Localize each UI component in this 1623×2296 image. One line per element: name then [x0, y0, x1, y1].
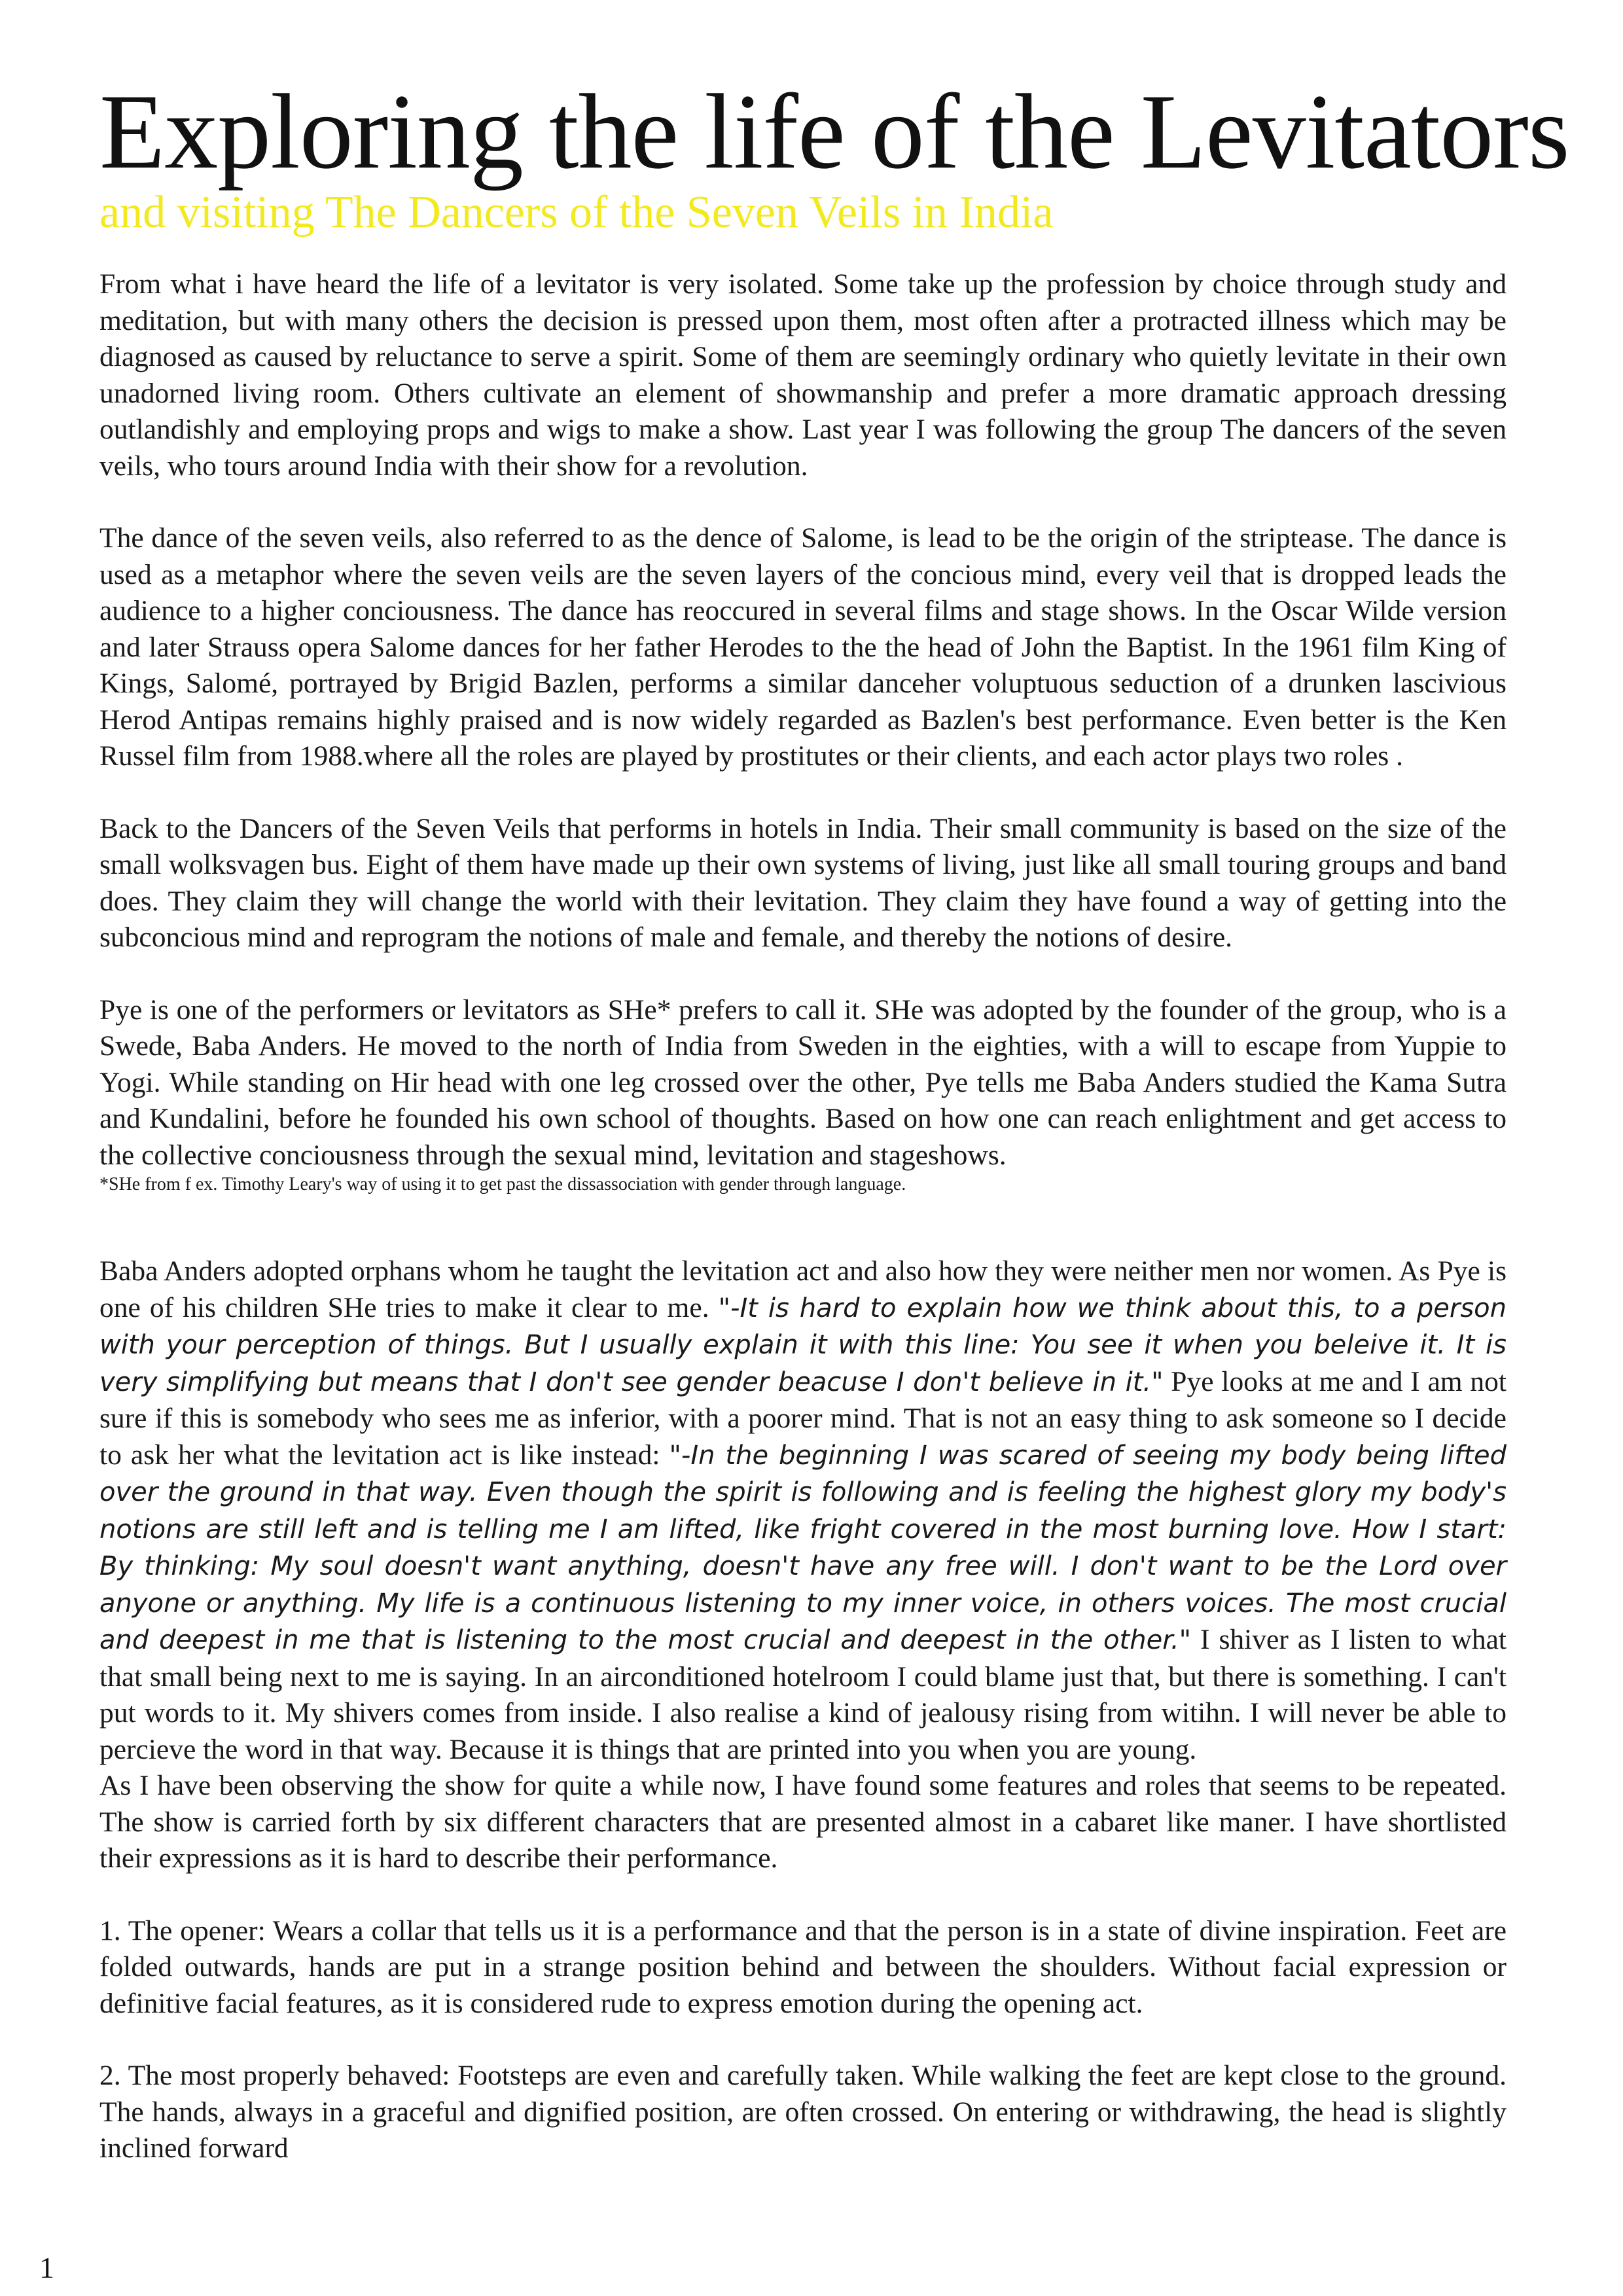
- article-subtitle: and visiting The Dancers of the Seven Veils in India: [99, 187, 1054, 238]
- article-body: [99, 266, 1507, 2167]
- paragraph-community: Back to the Dancers of the Seven Veils that performs in hotels in India. Their small community is based on the size of the small wolksvagen bus. Eight of them have made up their own systems of living, just like all small touring groups and band does. They claim they will change the world with their levitation. They claim they have found a way of getting into the subconcious mind and reprogram the notions of male and female, and thereby the notions of desire.: [99, 812, 1507, 953]
- paragraph-text: Baba Anders adopted orphans whom he taught the levitation act and also how they were neither men nor women. As Pye is one of his children SHe tries to make it clear to me.: [99, 1255, 1507, 1323]
- page-number: 1: [39, 2251, 54, 2284]
- paragraph-text: I shiver as I listen to what that small being next to me is saying. In an airconditioned hotelroom I could blame just that, but there is something. I can't put words to it. My shivers comes from inside. I also realise a kind of jealousy rising from witihn. I will never be able to percieve the word in that way. Because it is things that are printed into you when you are young.: [99, 1624, 1507, 1765]
- article-title: Exploring the life of the Levitators: [99, 73, 1569, 191]
- paragraph-baba-anders: [99, 1253, 1507, 1768]
- quote-gender: "-It is hard to explain how we think about this, to a person with your perception of things. But I usually explain it with this line: You see it when you beleive it. It is very simplifying but means that I don't see gender beacuse I don't believe in it.": [99, 1293, 1507, 1397]
- quote-levitation: "-In the beginning I was scared of seeing my body being lifted over the ground in that way. Even though the spirit is following and is feeling the highest glory my body's notions are still left and is telling me I am lifted, like fright covered in the most burning love. How I start: By thinking: My soul doesn't want anything, doesn't have any free will. I don't want to be the Lord over anyone or anything. My life is a continuous listening to my inner voice, in others voices. The most crucial and deepest in me that is listening to the most crucial and deepest in the other.": [99, 1440, 1507, 1655]
- footnote: *SHe from f ex. Timothy Leary's way of using it to get past the dissassociation with gender through language.: [99, 1174, 906, 1194]
- paragraph-intro: From what i have heard the life of a levitator is very isolated. Some take up the profession by choice through study and meditation, but with many others the decision is pressed upon them, most often after a protracted illness which may be diagnosed as caused by reluctance to serve a spirit. Some of them are seemingly ordinary who quietly levitate in their own unadorned living room. Others cultivate an element of showmanship and prefer a more dramatic approach dressing outlandishly and employing props and wigs to make a show. Last year I was following the group The dancers of the seven veils, who tours around India with their show for a revolution.: [99, 268, 1507, 482]
- article: [99, 73, 1569, 2203]
- paragraph-text: Pye looks at me and I am not sure if this is somebody who sees me as inferior, with a poorer mind. That is not an easy thing to ask someone so I decide to ask her what the levitation act is like instead:: [99, 1365, 1507, 1471]
- paragraph-observations: As I have been observing the show for quite a while now, I have found some features and roles that seems to be repeated. The show is carried forth by six different characters that are presented almost in a cabaret like maner. I have shortlisted their expressions as it is hard to describe their performance.: [99, 1770, 1507, 1874]
- paragraph-seven-veils: The dance of the seven veils, also referred to as the dence of Salome, is lead to be the origin of the striptease. The dance is used as a metaphor where the seven veils are the seven layers of the concious mind, every veil that is dropped leads the audience to a higher conciousness. The dance has reoccured in several films and stage shows. In the Oscar Wilde version and later Strauss opera Salome dances for her father Herodes to the the head of John the Baptist. In the 1961 film King of Kings, Salomé, portrayed by Brigid Bazlen, performs a similar danceher voluptuous seduction of a drunken lascivious Herod Antipas remains highly praised and is now widely regarded as Bazlen's best performance. Even better is the Ken Russel film from 1988.where all the roles are played by prostitutes or their clients, and each actor plays two roles .: [99, 522, 1507, 772]
- paragraph-pye: Pye is one of the performers or levitators as SHe* prefers to call it. SHe was adopted by the founder of the group, who is a Swede, Baba Anders. He moved to the north of India from Sweden in the eighties, with a will to escape from Yuppie to Yogi. While standing on Hir head with one leg crossed over the other, Pye tells me Baba Anders studied the Kama Sutra and Kundalini, before he founded his own school of thoughts. Based on how one can reach enlightment and get access to the collective conciousness through the sexual mind, levitation and stageshows.: [99, 994, 1507, 1171]
- list-item-properly-behaved: 2. The most properly behaved: Footsteps are even and carefully taken. While walking the feet are kept close to the ground. The hands, always in a graceful and dignified position, are often crossed. On entering or withdrawing, the head is slightly inclined forward: [99, 2060, 1507, 2164]
- list-item-opener: 1. The opener: Wears a collar that tells us it is a performance and that the person is in a state of divine inspiration. Feet are folded outwards, hands are put in a strange position behind and between the shoulders. Without facial expression or definitive facial features, as it is considered rude to express emotion during the opening act.: [99, 1914, 1507, 2019]
